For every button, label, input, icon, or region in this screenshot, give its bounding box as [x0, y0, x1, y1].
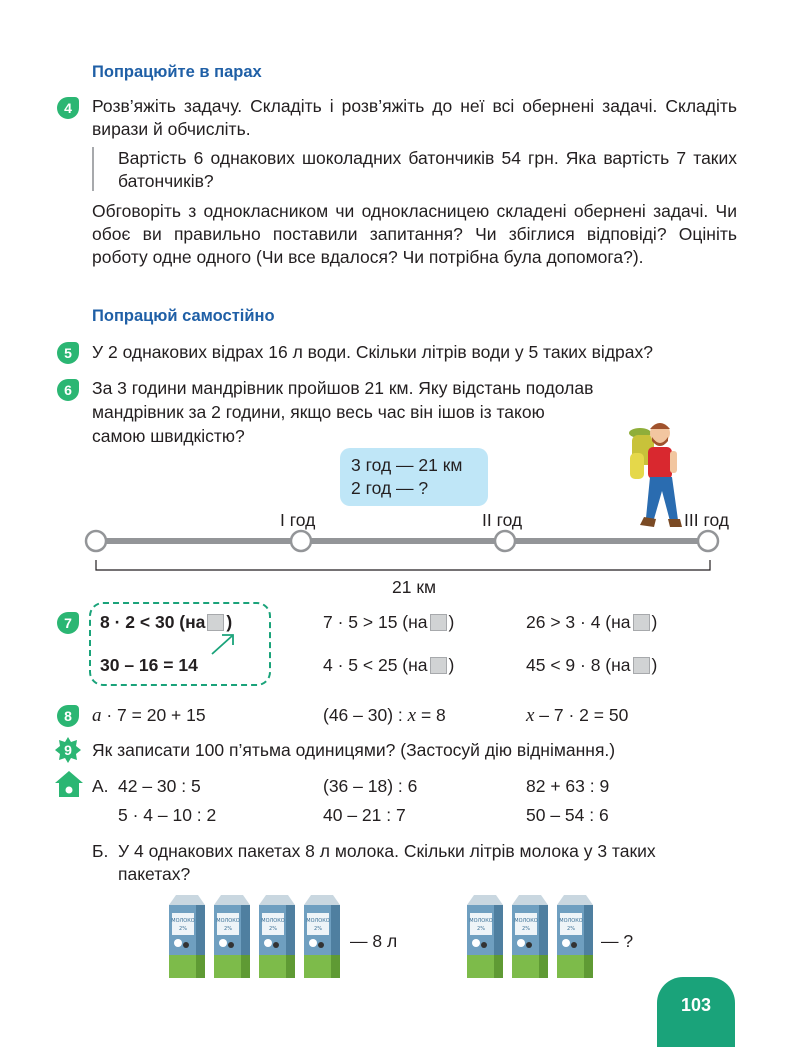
task6-line1: За 3 години мандрівник пройшов 21 км. Яку відстань подолав [92, 378, 594, 398]
homework-a-label: А. [92, 776, 109, 796]
equation-2 [323, 704, 446, 727]
variable: a [92, 705, 102, 726]
expression: 50 – 54 : 6 [526, 805, 609, 825]
inequality-4 [526, 654, 657, 677]
page-number: 103 [680, 995, 712, 1015]
example-line1-text: 8 · 2 < 30 (на [100, 612, 206, 632]
bubble-line2: 2 год — ? [351, 478, 429, 498]
expression: 82 + 63 : 9 [526, 776, 610, 796]
milk-carton [211, 893, 253, 978]
problem-bar [92, 147, 94, 191]
page-number-tab [657, 977, 735, 1047]
task9-text: Як записати 100 п’ятьма одиницями? (Застосуй дію віднімання.) [92, 740, 616, 760]
equation-rest: = 8 [416, 705, 446, 725]
variable: x [526, 705, 535, 726]
homework-b-line1: У 4 однакових пакетах 8 л молока. Скільки літрів молока у 3 таких [118, 841, 656, 861]
carton-fat: 2% [179, 926, 187, 932]
carton-fat: 2% [224, 926, 232, 932]
equation-rest: · 7 = 20 + 15 [101, 705, 206, 725]
equation-1 [92, 704, 206, 727]
carton-word: МОЛОКО [469, 918, 493, 924]
homework-b-line2: пакетах? [118, 864, 191, 884]
inequality-text: 7 · 5 > 15 (на [323, 612, 428, 632]
inequality-text: 45 < 9 · 8 (на [526, 655, 631, 675]
example-line1-close: ) [226, 612, 233, 632]
task-number-badge: 5 [57, 342, 79, 364]
cartons-left-label: — 8 л [350, 931, 398, 951]
task4-problem: Вартість 6 однакових шоколадних батончиків 54 грн. Яка вартість 7 таких батончиків? [118, 148, 737, 191]
task5-text: У 2 однакових відрах 16 л води. Скільки літрів води у 5 таких відрах? [92, 342, 653, 362]
timeline-label-2: ІІ год [482, 510, 523, 530]
inequality-1 [323, 611, 454, 634]
carton-word: МОЛОКО [171, 918, 195, 924]
section-title-pairs: Попрацюйте в парах [92, 63, 262, 81]
inequality-close: ) [448, 612, 455, 632]
variable: x [407, 705, 417, 726]
equation-rest: – 7 · 2 = 50 [534, 705, 629, 725]
carton-word: МОЛОКО [261, 918, 285, 924]
task-number-badge: 8 [57, 705, 79, 727]
section-title-individual: Попрацюй самостійно [92, 307, 275, 325]
carton-fat: 2% [567, 926, 575, 932]
task-number-badge: 6 [57, 379, 79, 401]
inequality-close: ) [448, 655, 455, 675]
timeline-total: 21 км [392, 577, 437, 597]
inequality-2 [526, 611, 657, 634]
equation-3 [526, 704, 628, 727]
answer-box[interactable] [633, 614, 650, 631]
milk-carton [464, 893, 506, 978]
timeline [80, 528, 730, 578]
answer-box[interactable] [633, 657, 650, 674]
milk-carton [166, 893, 208, 978]
expression: (36 – 18) : 6 [323, 776, 418, 796]
cartons-right-label: — ? [601, 931, 634, 951]
bubble-line1: 3 год — 21 км [351, 455, 463, 475]
carton-word: МОЛОКО [514, 918, 538, 924]
milk-carton [554, 893, 596, 978]
milk-carton [509, 893, 551, 978]
milk-carton [301, 893, 343, 978]
answer-box[interactable] [207, 614, 224, 631]
task6-line2: мандрівник за 2 години, якщо весь час він ішов із такою [92, 402, 545, 422]
task-number-badge: 4 [57, 97, 79, 119]
expression: 40 – 21 : 7 [323, 805, 406, 825]
carton-word: МОЛОКО [559, 918, 583, 924]
milk-cartons-group-right [464, 893, 604, 978]
carton-fat: 2% [477, 926, 485, 932]
inequality-text: 4 · 5 < 25 (на [323, 655, 428, 675]
carton-word: МОЛОКО [306, 918, 330, 924]
equation-pre: (46 – 30) : [323, 705, 408, 725]
example-line2: 30 – 16 = 14 [100, 655, 198, 675]
expression: 5 · 4 – 10 : 2 [118, 805, 217, 825]
task4-discussion: Обговоріть з однокласником чи однокласницею складені обернені задачі. Чи обоє ви правильно поставили запитання? Чи збіглися відповіді? Оцініть роботу одне одного (Чи все вдалося? Чи потрібна була допомога?). [92, 201, 737, 267]
homework-b-label: Б. [92, 841, 109, 861]
task-number-badge: 9 [64, 742, 72, 758]
timeline-label-3: ІІІ год [684, 510, 730, 530]
carton-word: МОЛОКО [216, 918, 240, 924]
task6-line3: самою швидкістю? [92, 426, 245, 446]
timeline-label-1: І год [280, 510, 316, 530]
arrow-icon [208, 630, 238, 658]
carton-fat: 2% [314, 926, 322, 932]
answer-box[interactable] [430, 614, 447, 631]
carton-fat: 2% [522, 926, 530, 932]
inequality-close: ) [651, 612, 658, 632]
carton-fat: 2% [269, 926, 277, 932]
milk-carton [256, 893, 298, 978]
milk-cartons-group-left [166, 893, 350, 978]
answer-box[interactable] [430, 657, 447, 674]
inequality-close: ) [651, 655, 658, 675]
task4-intro: Розв’яжіть задачу. Складіть і розв’яжіть до неї всі обернені задачі. Складіть вирази й обчисліть. [92, 96, 737, 139]
task-number-badge: 7 [57, 612, 79, 634]
inequality-3 [323, 654, 454, 677]
house-icon [54, 770, 84, 798]
expression: 42 – 30 : 5 [118, 776, 201, 796]
inequality-text: 26 > 3 · 4 (на [526, 612, 631, 632]
speech-bubble [340, 448, 488, 506]
